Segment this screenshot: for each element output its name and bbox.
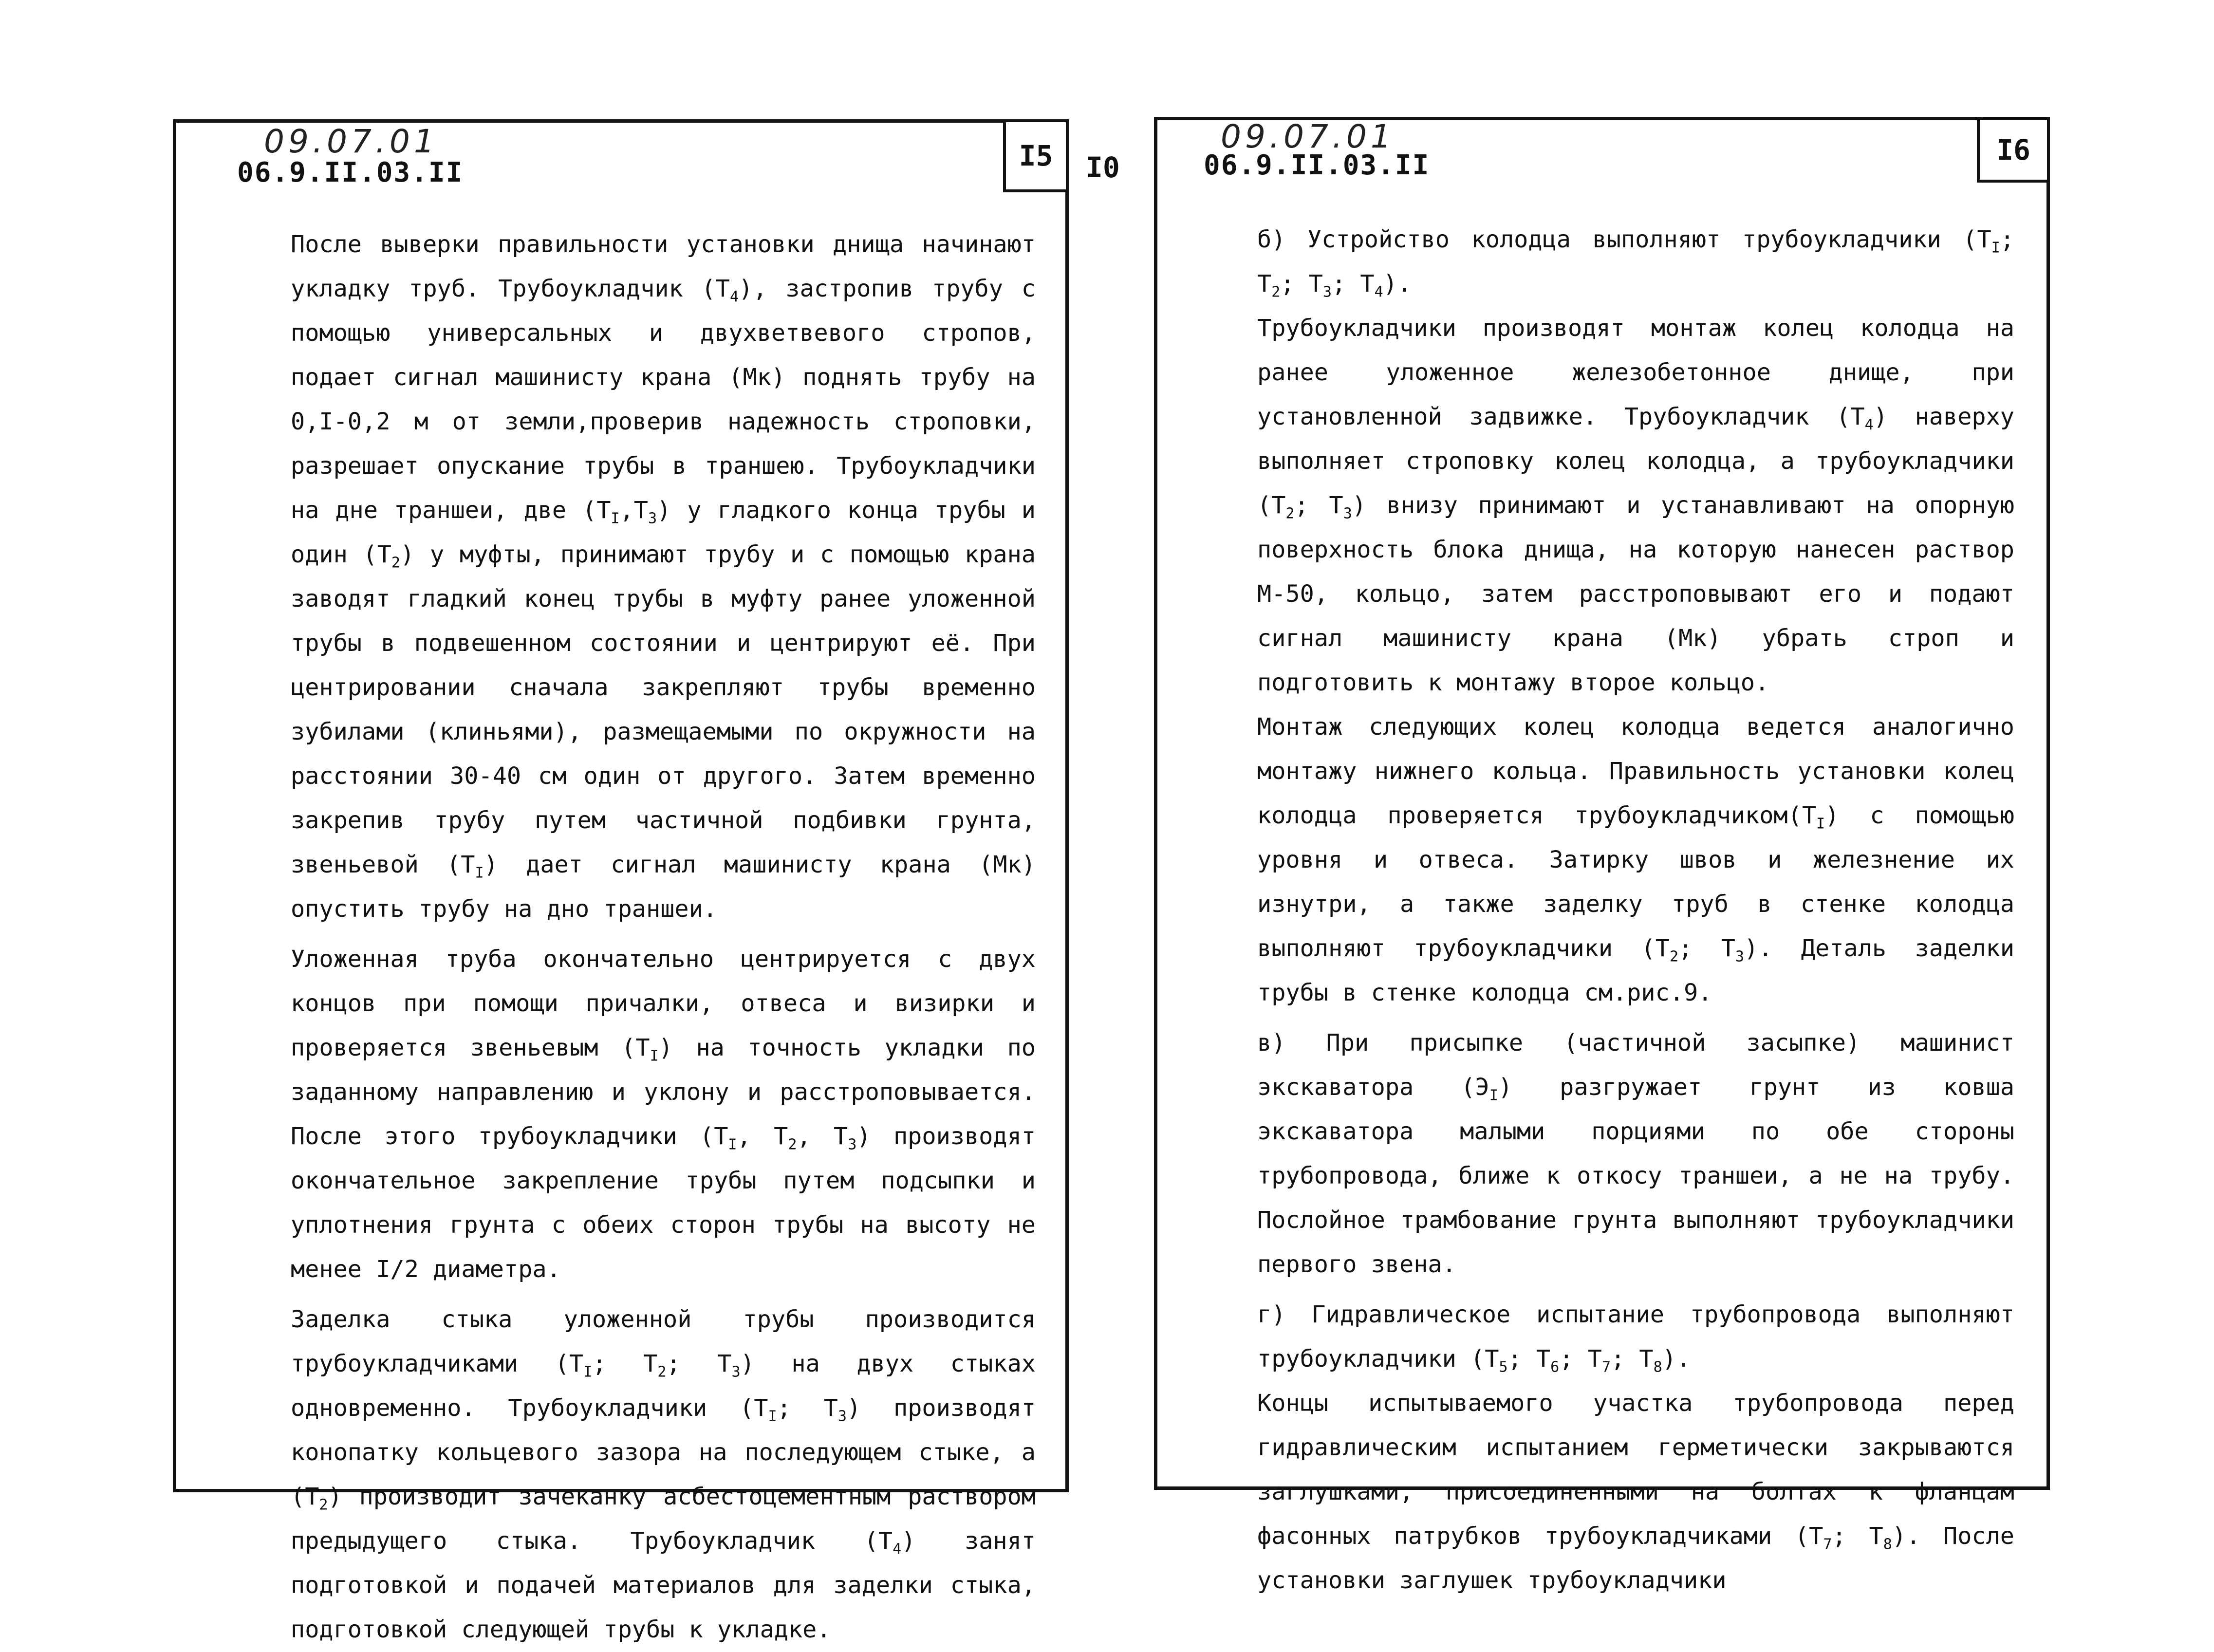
left-page	[173, 119, 1069, 1643]
page-number-right: I6	[1977, 117, 2050, 183]
paragraph: б) Устройство колодца выполняют трубоукладчики ($Т_I$; $Т_2$; $Т_3$; $Т_4$).	[1257, 226, 2014, 301]
paragraph: Монтаж следующих колец колодца ведется аналогично монтажу нижнего кольца. Правильность установки колец колодца проверяется $трубоукладчиком(Т_I)$ с помощью уровня и отвеса. Затирку швов и железнение их изнутри, а также заделку труб в стенке колодца выполняют трубоукладчики ($Т_2$; $Т_3$). Деталь заделки трубы в стенке колодца см.рис.9.	[1257, 713, 2014, 1006]
paragraph: в) При присыпке (частичной засыпке) машинист экскаватора $(Э_I)$ разгружает грунт из ковша экскаватора малыми порциями по обе стороны трубопровода, ближе к откосу траншеи, а не на трубу. Послойное трамбование грунта выполняют трубоукладчики первого звена.	[1257, 1029, 2014, 1278]
paragraph: После выверки правильности установки днища начинают укладку труб. Трубоукладчик $(Т_4)$, застропив трубу с помощью универсальных и двухветвевого стропов, подает сигнал машинисту крана (Мк) поднять трубу на 0,I-0,2 м от земли,проверив надежность строповки, разрешает опускание трубы в траншею. Трубоукладчики на дне траншеи, две $(Т_I,Т_3)$ у гладкого конца трубы и один $(Т_2)$ у муфты, принимают трубу и с помощью крана заводят гладкий конец трубы в муфту ранее уложенной трубы в подвешенном состоянии и центрируют её. При центрировании сначала закрепляют трубы временно зубилами (клиньями), размещаемыми по окружности на расстоянии 30-40 см один от другого. Затем временно закрепив трубу путем частичной подбивки грунта, звеньевой $(Т_I)$ дает сигнал машинисту крана (Мк) опустить трубу на дно траншеи.	[291, 231, 1036, 923]
right-page	[1154, 117, 2050, 1594]
handwritten-ref-right: 09.07.01	[1221, 118, 1395, 155]
paragraph: г) Гидравлическое испытание трубопровода выполняют трубоукладчики ($Т_5$; $Т_6$; $Т_7$; $Т_8$).	[1257, 1301, 2014, 1376]
outer-sheet-number: I0	[1086, 151, 1120, 184]
left-body-text	[237, 223, 1036, 1652]
right-body-text	[1204, 218, 2014, 1603]
doc-code-left: 06.9.II.03.II	[237, 157, 464, 188]
doc-code-right: 06.9.II.03.II	[1204, 149, 1430, 181]
paragraph: Уложенная труба окончательно центрируется с двух концов при помощи причалки, отвеса и визирки и проверяется звеньевым $(Т_I)$ на точность укладки по заданному направлению и уклону и расстроповывается. После этого трубоукладчики ($Т_I$, $Т_2$, $Т_3$) производят окончательное закрепление трубы путем подсыпки и уплотнения грунта с обеих сторон трубы на высоту не менее I/2 диаметра.	[291, 946, 1036, 1283]
page-number-left: I5	[1003, 119, 1069, 192]
paragraph: Концы испытываемого участка трубопровода перед гидравлическим испытанием герметически закрываются заглушками, присоединенными на болтах к фланцам фасонных патрубков трубоукладчиками ($Т_7$; $Т_8$). После установки заглушек трубоукладчики	[1257, 1390, 2014, 1594]
paragraph: Трубоукладчики производят монтаж колец колодца на ранее уложенное железобетонное днище, при установленной задвижке. Трубоукладчик $(Т_4)$ наверху выполняет строповку колец колодца, а трубоукладчики ($Т_2$; $Т_3$) внизу принимают и устанавливают на опорную поверхность блока днища, на которую нанесен раствор М-50, кольцо, затем расстроповывают его и подают сигнал машинисту крана (Мк) убрать строп и подготовить к монтажу второе кольцо.	[1257, 315, 2014, 696]
paragraph: Заделка стыка уложенной трубы производится трубоукладчиками ($Т_I$; $Т_2$; $Т_3$) на двух стыках одновременно. Трубоукладчики ($Т_I$; $Т_3$) производят конопатку кольцевого зазора на последующем стыке, а $(Т_2)$ производит зачеканку асбестоцементным раствором предыдущего стыка. Трубоукладчик $(Т_4)$ занят подготовкой и подачей материалов для заделки стыка, подготовкой следующей трубы к укладке.	[291, 1306, 1036, 1643]
handwritten-ref-left: 09.07.01	[264, 123, 438, 160]
